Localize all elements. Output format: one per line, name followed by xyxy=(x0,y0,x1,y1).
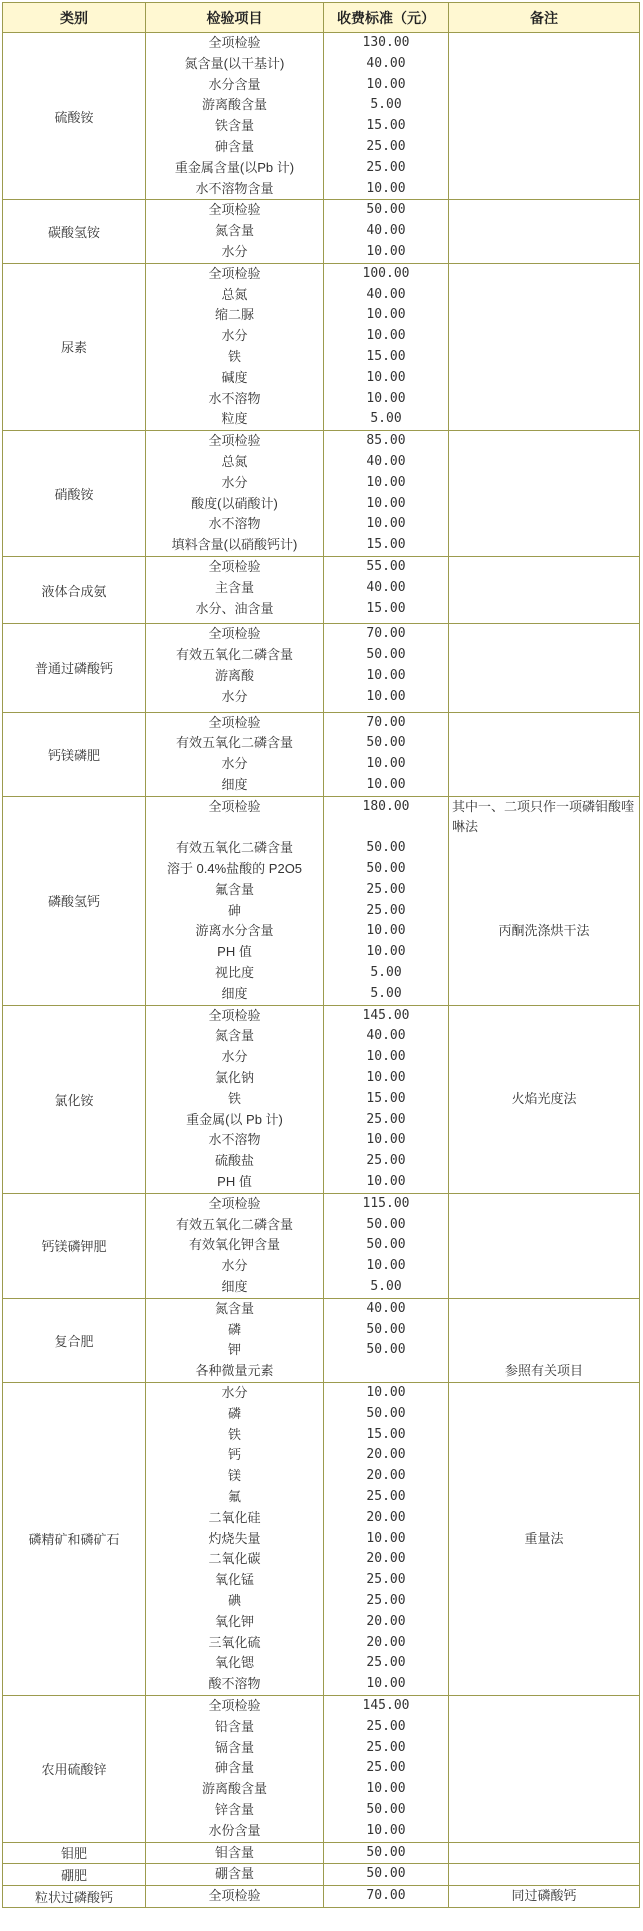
note-cell xyxy=(449,33,640,200)
inspection-item: 水分 xyxy=(221,328,248,344)
items-cell xyxy=(146,796,324,1005)
fee-value: 10.00 xyxy=(366,667,406,683)
inspection-item: 总氮 xyxy=(221,453,248,469)
note-text: 火焰光度法 xyxy=(511,1090,577,1106)
category-row xyxy=(3,712,640,796)
fee-value: 10.00 xyxy=(366,1530,406,1546)
inspection-item: 游离酸含量 xyxy=(201,1781,267,1797)
inspection-item: 细度 xyxy=(221,776,248,792)
fees-cell xyxy=(324,712,449,796)
inspection-item: 砷含量 xyxy=(214,138,254,154)
fee-value xyxy=(324,1361,448,1382)
inspection-item: 磷 xyxy=(227,1405,241,1421)
inspection-item: 水分 xyxy=(221,1049,248,1065)
fee-value: 25.00 xyxy=(366,1718,406,1734)
inspection-item: 钙 xyxy=(227,1447,241,1463)
fee-value: 40.00 xyxy=(366,579,406,595)
category-cell: 磷精矿和磷矿石 xyxy=(3,1383,146,1696)
note-text: 重量法 xyxy=(524,1530,564,1546)
fee-value: 15.00 xyxy=(366,1090,406,1106)
fee-value: 5.00 xyxy=(370,411,402,427)
category-row xyxy=(3,1886,640,1908)
fee-value: 10.00 xyxy=(366,776,406,792)
inspection-item: 全项检验 xyxy=(208,1195,261,1211)
fees-cell xyxy=(324,796,449,1005)
items-cell xyxy=(146,1383,324,1696)
inspection-item: 氧化钾 xyxy=(214,1613,254,1629)
fee-value: 10.00 xyxy=(366,1132,406,1148)
inspection-item: 磷 xyxy=(227,1321,241,1337)
inspection-item: 氧化锰 xyxy=(214,1572,254,1588)
fee-value: 50.00 xyxy=(366,1866,406,1882)
fee-value: 25.00 xyxy=(366,902,406,918)
category-cell: 氯化铵 xyxy=(3,1005,146,1193)
note-cell xyxy=(449,1842,640,1864)
category-cell: 复合肥 xyxy=(3,1298,146,1382)
inspection-item: 铁 xyxy=(227,1090,241,1106)
fee-value: 25.00 xyxy=(366,1739,406,1755)
inspection-item: 氮含量 xyxy=(214,1028,254,1044)
inspection-item: 细度 xyxy=(221,1279,248,1295)
fee-value: 15.00 xyxy=(366,118,406,134)
fees-cell xyxy=(324,624,449,712)
note-cell xyxy=(449,796,640,1005)
category-row xyxy=(3,33,640,200)
category-row xyxy=(3,1383,640,1696)
note-cell xyxy=(449,431,640,557)
category-cell: 钙镁磷钾肥 xyxy=(3,1193,146,1298)
header-item: 检验项目 xyxy=(146,3,324,33)
items-cell xyxy=(146,1005,324,1193)
header-note: 备注 xyxy=(449,3,640,33)
fee-value: 10.00 xyxy=(366,1049,406,1065)
inspection-item: 全项检验 xyxy=(208,798,261,814)
inspection-item: 有效五氧化二磷含量 xyxy=(175,1216,293,1232)
category-cell: 农用硫酸锌 xyxy=(3,1695,146,1842)
fee-value: 10.00 xyxy=(366,1822,406,1838)
fee-value: 25.00 xyxy=(366,1592,406,1608)
inspection-item xyxy=(146,817,323,838)
inspection-item: 主含量 xyxy=(214,579,254,595)
note-cell xyxy=(449,712,640,796)
category-row xyxy=(3,1193,640,1298)
fee-value: 25.00 xyxy=(366,138,406,154)
fee-value: 50.00 xyxy=(366,202,406,218)
inspection-item: 氟 xyxy=(227,1488,241,1504)
inspection-item: 氟含量 xyxy=(214,881,254,897)
inspection-item: 有效氧化钾含量 xyxy=(188,1237,280,1253)
inspection-item: 水分 xyxy=(221,688,248,704)
category-cell: 硫酸铵 xyxy=(3,33,146,200)
inspection-item: 总氮 xyxy=(221,286,248,302)
inspection-item: 氮含量 xyxy=(214,1300,254,1316)
fee-value: 5.00 xyxy=(370,1279,402,1295)
inspection-item: 氮含量 xyxy=(214,223,254,239)
note-text: 其中一、二项只作一项磷钼酸喹啉法 xyxy=(452,798,635,834)
fee-value: 10.00 xyxy=(366,923,406,939)
category-row xyxy=(3,556,640,623)
inspection-item: 全项检验 xyxy=(208,1007,261,1023)
inspection-item: 水不溶物 xyxy=(208,516,261,532)
inspection-item: 水分含量 xyxy=(208,76,261,92)
note-cell xyxy=(449,556,640,623)
inspection-item: 各种微量元素 xyxy=(195,1363,274,1379)
fee-value: 50.00 xyxy=(366,861,406,877)
inspection-item: 填料含量(以硝酸钙计) xyxy=(171,537,298,553)
note-cell xyxy=(449,624,640,712)
inspection-item: 铁 xyxy=(227,1426,241,1442)
fee-value: 20.00 xyxy=(366,1468,406,1484)
fees-cell xyxy=(324,33,449,200)
fee-value: 40.00 xyxy=(366,1028,406,1044)
inspection-item: 全项检验 xyxy=(208,202,261,218)
note-cell xyxy=(449,1886,640,1908)
fee-value: 50.00 xyxy=(366,1801,406,1817)
fee-value: 50.00 xyxy=(366,1216,406,1232)
inspection-item: 钼含量 xyxy=(214,1844,254,1860)
header-row xyxy=(3,3,640,33)
category-row xyxy=(3,431,640,557)
fees-cell xyxy=(324,1193,449,1298)
fee-value: 50.00 xyxy=(366,1237,406,1253)
inspection-item: 细度 xyxy=(221,985,248,1001)
fee-value: 180.00 xyxy=(362,798,410,814)
fees-cell xyxy=(324,556,449,623)
items-cell xyxy=(146,263,324,430)
fee-value: 10.00 xyxy=(366,390,406,406)
fee-value: 25.00 xyxy=(366,1760,406,1776)
fee-value: 5.00 xyxy=(370,965,402,981)
inspection-item: 溶于 0.4%盐酸的 P2O5 xyxy=(166,861,303,877)
category-cell: 钙镁磷肥 xyxy=(3,712,146,796)
fee-value: 25.00 xyxy=(366,1488,406,1504)
fee-value: 25.00 xyxy=(366,881,406,897)
fee-value: 40.00 xyxy=(366,223,406,239)
category-row xyxy=(3,1842,640,1864)
fee-value: 20.00 xyxy=(366,1509,406,1525)
inspection-item: 水分 xyxy=(221,243,248,259)
fee-value: 5.00 xyxy=(370,97,402,113)
inspection-item: 有效五氧化二磷含量 xyxy=(175,735,293,751)
inspection-item: 氮含量(以干基计) xyxy=(184,55,285,71)
inspection-item: 灼烧失量 xyxy=(208,1530,261,1546)
fee-value: 50.00 xyxy=(366,840,406,856)
inspection-item: 水份含量 xyxy=(208,1822,261,1838)
inspection-item: 水不溶物 xyxy=(208,390,261,406)
inspection-item: 砷 xyxy=(227,902,241,918)
fees-cell xyxy=(324,1842,449,1864)
items-cell xyxy=(146,624,324,712)
fee-value: 145.00 xyxy=(362,1007,410,1023)
inspection-item: 全项检验 xyxy=(208,265,261,281)
note-text: 丙酮洗涤烘干法 xyxy=(498,923,590,939)
fee-value: 25.00 xyxy=(366,159,406,175)
fee-value: 40.00 xyxy=(366,453,406,469)
fee-table xyxy=(2,2,640,1908)
category-cell: 尿素 xyxy=(3,263,146,430)
fee-value: 130.00 xyxy=(362,35,410,50)
inspection-item: 氯化钠 xyxy=(214,1070,254,1086)
items-cell xyxy=(146,1193,324,1298)
fee-value: 25.00 xyxy=(366,1153,406,1169)
inspection-item: 全项检验 xyxy=(208,1888,261,1904)
inspection-item: 二氧化碳 xyxy=(208,1551,261,1567)
category-cell: 碳酸氢铵 xyxy=(3,200,146,263)
inspection-item: 全项检验 xyxy=(208,558,261,574)
inspection-item: 氧化锶 xyxy=(214,1655,254,1671)
header-category: 类别 xyxy=(3,3,146,33)
fee-value: 85.00 xyxy=(366,433,406,449)
fee-table-body xyxy=(3,33,640,1908)
fees-cell xyxy=(324,263,449,430)
note-cell xyxy=(449,1864,640,1886)
fee-value: 50.00 xyxy=(366,1321,406,1337)
inspection-item: 硼含量 xyxy=(214,1866,254,1882)
fee-value: 20.00 xyxy=(366,1613,406,1629)
category-row xyxy=(3,1864,640,1886)
header-fee: 收费标准（元） xyxy=(324,3,449,33)
inspection-item: 碱度 xyxy=(221,369,248,385)
fee-value: 40.00 xyxy=(366,1300,406,1316)
inspection-item: 重金属(以 Pb 计) xyxy=(186,1111,283,1127)
inspection-item: 酸不溶物 xyxy=(208,1676,261,1692)
inspection-item: 缩二脲 xyxy=(214,307,254,323)
fee-value: 5.00 xyxy=(370,985,402,1001)
inspection-item: 水分 xyxy=(221,474,248,490)
inspection-item: 全项检验 xyxy=(208,1697,261,1713)
inspection-item: 全项检验 xyxy=(208,433,261,449)
inspection-item: PH 值 xyxy=(217,1174,252,1190)
inspection-item: 水分 xyxy=(221,756,248,772)
fee-value: 10.00 xyxy=(366,180,406,196)
inspection-item: 粒度 xyxy=(221,411,248,427)
inspection-item: 碘 xyxy=(227,1592,241,1608)
fee-value: 145.00 xyxy=(362,1697,410,1713)
category-cell: 粒状过磷酸钙 xyxy=(3,1886,146,1908)
category-row xyxy=(3,1695,640,1842)
inspection-item: 游离酸含量 xyxy=(201,97,267,113)
fee-value: 15.00 xyxy=(366,537,406,553)
fee-value: 20.00 xyxy=(366,1551,406,1567)
fee-value: 10.00 xyxy=(366,516,406,532)
fee-value: 10.00 xyxy=(366,1781,406,1797)
fee-value: 20.00 xyxy=(366,1447,406,1463)
fee-value: 25.00 xyxy=(366,1655,406,1671)
fee-value: 10.00 xyxy=(366,1174,406,1190)
items-cell xyxy=(146,1864,324,1886)
inspection-item: PH 值 xyxy=(217,944,252,960)
fee-value: 10.00 xyxy=(366,474,406,490)
inspection-item: 二氧化硅 xyxy=(208,1509,261,1525)
inspection-item: 铁 xyxy=(227,348,241,364)
inspection-item: 锌含量 xyxy=(214,1801,254,1817)
note-cell xyxy=(449,200,640,263)
fee-value: 20.00 xyxy=(366,1634,406,1650)
fee-value: 10.00 xyxy=(366,944,406,960)
inspection-item: 有效五氧化二磷含量 xyxy=(175,840,293,856)
note-text: 参照有关项目 xyxy=(504,1363,583,1379)
fee-value: 10.00 xyxy=(366,495,406,511)
category-cell: 硼肥 xyxy=(3,1864,146,1886)
inspection-item: 水分、油含量 xyxy=(195,600,274,616)
category-cell: 普通过磷酸钙 xyxy=(3,624,146,712)
category-row xyxy=(3,1005,640,1193)
inspection-item: 重金属含量(以Pb 计) xyxy=(174,159,295,175)
fee-value: 25.00 xyxy=(366,1572,406,1588)
fees-cell xyxy=(324,1886,449,1908)
fee-value: 10.00 xyxy=(366,1385,406,1400)
inspection-item: 游离酸 xyxy=(214,667,254,683)
fees-cell xyxy=(324,200,449,263)
fee-value: 15.00 xyxy=(366,600,406,616)
items-cell xyxy=(146,556,324,623)
inspection-item: 全项检验 xyxy=(208,714,261,730)
items-cell xyxy=(146,431,324,557)
inspection-item: 砷含量 xyxy=(214,1760,254,1776)
fee-value: 70.00 xyxy=(366,1888,406,1904)
fee-value: 15.00 xyxy=(366,348,406,364)
fee-value: 70.00 xyxy=(366,626,406,642)
fee-value: 10.00 xyxy=(366,1258,406,1274)
fees-cell xyxy=(324,1864,449,1886)
items-cell xyxy=(146,1298,324,1382)
inspection-item: 铁含量 xyxy=(214,118,254,134)
fees-cell xyxy=(324,1298,449,1382)
category-row xyxy=(3,1298,640,1382)
note-cell xyxy=(449,1383,640,1696)
inspection-item: 全项检验 xyxy=(208,626,261,642)
note-text: 同过磷酸钙 xyxy=(511,1888,577,1904)
fee-value: 40.00 xyxy=(366,286,406,302)
fee-value: 50.00 xyxy=(366,735,406,751)
inspection-item: 全项检验 xyxy=(208,35,261,50)
category-cell: 液体合成氨 xyxy=(3,556,146,623)
note-cell xyxy=(449,1298,640,1382)
fee-value: 40.00 xyxy=(366,55,406,71)
inspection-item: 水分 xyxy=(221,1258,248,1274)
fees-cell xyxy=(324,1005,449,1193)
inspection-item: 镉含量 xyxy=(214,1739,254,1755)
category-row xyxy=(3,263,640,430)
items-cell xyxy=(146,1842,324,1864)
inspection-item: 镁 xyxy=(227,1468,241,1484)
fees-cell xyxy=(324,1695,449,1842)
fee-value: 50.00 xyxy=(366,647,406,663)
fees-cell xyxy=(324,1383,449,1696)
category-row xyxy=(3,624,640,712)
items-cell xyxy=(146,712,324,796)
inspection-item: 铅含量 xyxy=(214,1718,254,1734)
inspection-item: 硫酸盐 xyxy=(214,1153,254,1169)
category-cell: 钼肥 xyxy=(3,1842,146,1864)
category-row xyxy=(3,796,640,1005)
fee-value xyxy=(324,817,448,838)
note-cell xyxy=(449,1193,640,1298)
inspection-item: 游离水分含量 xyxy=(195,923,274,939)
note-cell xyxy=(449,263,640,430)
inspection-item: 有效五氧化二磷含量 xyxy=(175,647,293,663)
items-cell xyxy=(146,1695,324,1842)
fees-cell xyxy=(324,431,449,557)
fee-value: 15.00 xyxy=(366,1426,406,1442)
fee-value: 10.00 xyxy=(366,369,406,385)
fee-value: 70.00 xyxy=(366,714,406,730)
inspection-item: 三氧化硫 xyxy=(208,1634,261,1650)
fee-value: 55.00 xyxy=(366,558,406,574)
fee-value: 10.00 xyxy=(366,307,406,323)
fee-value: 115.00 xyxy=(362,1195,410,1211)
fee-value: 10.00 xyxy=(366,76,406,92)
items-cell xyxy=(146,1886,324,1908)
fee-value: 10.00 xyxy=(366,688,406,704)
inspection-item: 钾 xyxy=(227,1342,241,1358)
fee-value: 50.00 xyxy=(366,1844,406,1860)
inspection-item: 酸度(以硝酸计) xyxy=(191,495,278,511)
inspection-item: 水不溶物 xyxy=(208,1132,261,1148)
items-cell xyxy=(146,33,324,200)
inspection-item: 视比度 xyxy=(214,965,254,981)
items-cell xyxy=(146,200,324,263)
fee-value: 10.00 xyxy=(366,243,406,259)
fee-value: 25.00 xyxy=(366,1111,406,1127)
category-cell: 磷酸氢钙 xyxy=(3,796,146,1005)
note-cell xyxy=(449,1005,640,1193)
fee-value: 10.00 xyxy=(366,1676,406,1692)
inspection-item: 水不溶物含量 xyxy=(195,180,274,196)
category-cell: 硝酸铵 xyxy=(3,431,146,557)
fee-value: 50.00 xyxy=(366,1405,406,1421)
inspection-item: 水分 xyxy=(221,1385,248,1400)
fee-value: 100.00 xyxy=(362,265,410,281)
fee-value: 10.00 xyxy=(366,328,406,344)
fee-value: 10.00 xyxy=(366,1070,406,1086)
fee-value: 50.00 xyxy=(366,1342,406,1358)
category-row xyxy=(3,200,640,263)
note-cell xyxy=(449,1695,640,1842)
fee-value: 10.00 xyxy=(366,756,406,772)
